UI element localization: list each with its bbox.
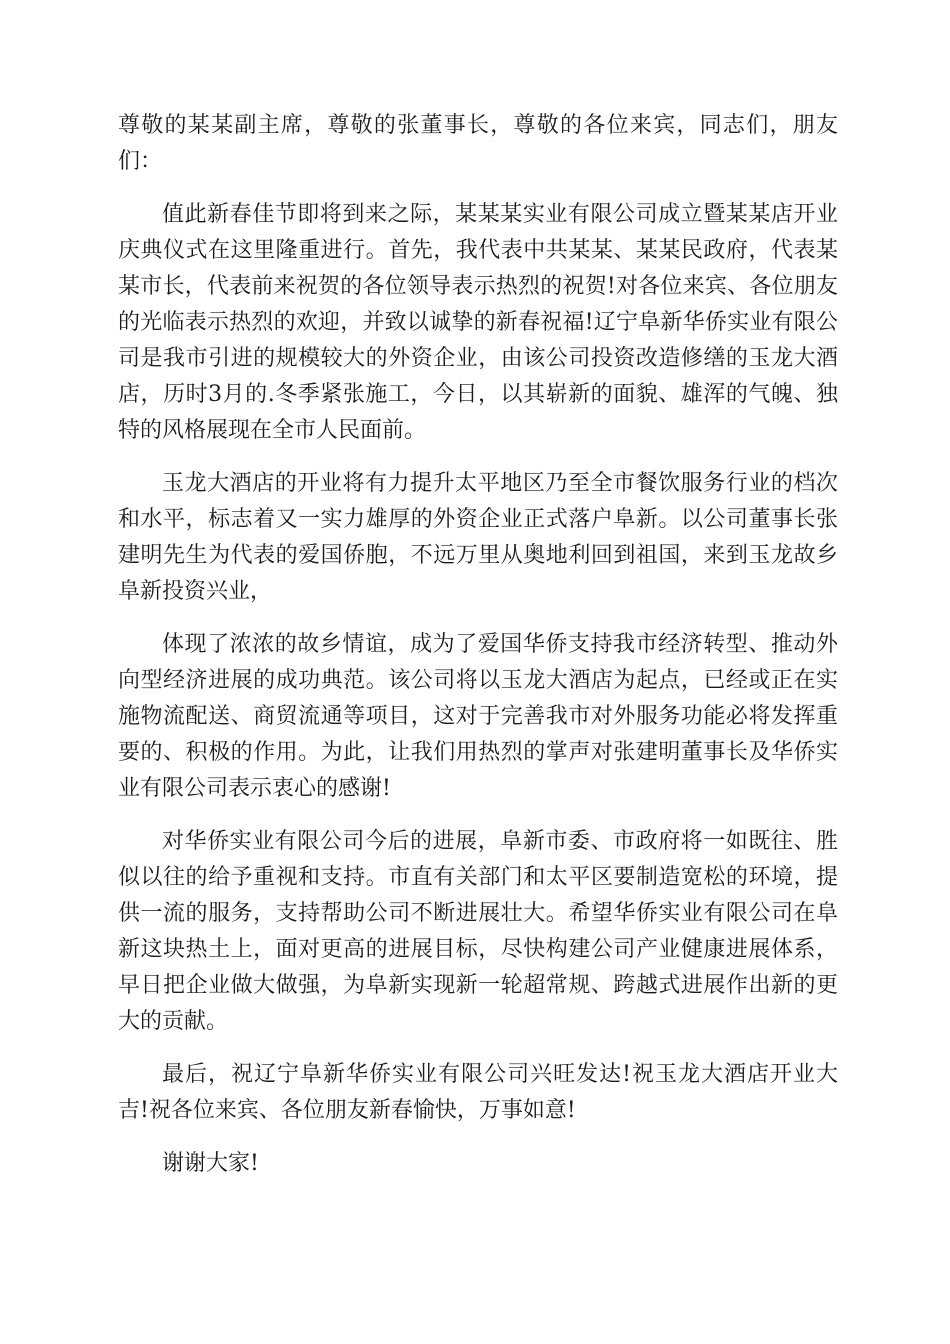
paragraph-overseas-chinese: 体现了浓浓的故乡情谊，成为了爱国华侨支持我市经济转型、推动外向型经济进展的成功典范。该公司将以玉龙大酒店为起点，已经或正在实施物流配送、商贸流通等项目，这对于完善我市对外服务功能必将发挥重要的、积极的作用。为此，让我们用热烈的掌声对张建明董事长及华侨实业有限公司表示衷心的感谢! [118, 632, 838, 801]
salutation: 尊敬的某某副主席，尊敬的张董事长，尊敬的各位来宾，同志们，朋友们： [118, 113, 838, 174]
paragraph-opening: 值此新春佳节即将到来之际，某某某实业有限公司成立暨某某店开业庆典仪式在这里隆重进行。首先，我代表中共某某、某某民政府，代表某某市长，代表前来祝贺的各位领导表示热烈的祝贺!对各位来宾、各位朋友的光临表示热烈的欢迎，并致以诚挚的新春祝福!辽宁阜新华侨实业有限公司是我市引进的规模较大的外资企业，由该公司投资改造修缮的玉龙大酒店，历时3月的.冬季紧张施工，今日，以其崭新的面貌、雄浑的气魄、独特的风格展现在全市人民面前。 [118, 202, 838, 443]
paragraph-government-support: 对华侨实业有限公司今后的进展，阜新市委、市政府将一如既往、胜似以往的给予重视和支持。市直有关部门和太平区要制造宽松的环境，提供一流的服务，支持帮助公司不断进展壮大。希望华侨实业有限公司在阜新这块热土上，面对更高的进展目标，尽快构建公司产业健康进展体系，早日把企业做大做强，为阜新实现新一轮超常规、跨越式进展作出新的更大的贡献。 [118, 829, 838, 1034]
paragraph-closing-wishes: 最后，祝辽宁阜新华侨实业有限公司兴旺发达!祝玉龙大酒店开业大吉!祝各位来宾、各位朋友新春愉快，万事如意! [118, 1062, 838, 1123]
speech-text [118, 108, 838, 1199]
paragraph-thanks: 谢谢大家! [162, 1151, 259, 1176]
paragraph-hotel-opening: 玉龙大酒店的开业将有力提升太平地区乃至全市餐饮服务行业的档次和水平，标志着又一实力雄厚的外资企业正式落户阜新。以公司董事长张建明先生为代表的爱国侨胞，不远万里从奥地利回到祖国，来到玉龙故乡阜新投资兴业， [118, 471, 838, 604]
